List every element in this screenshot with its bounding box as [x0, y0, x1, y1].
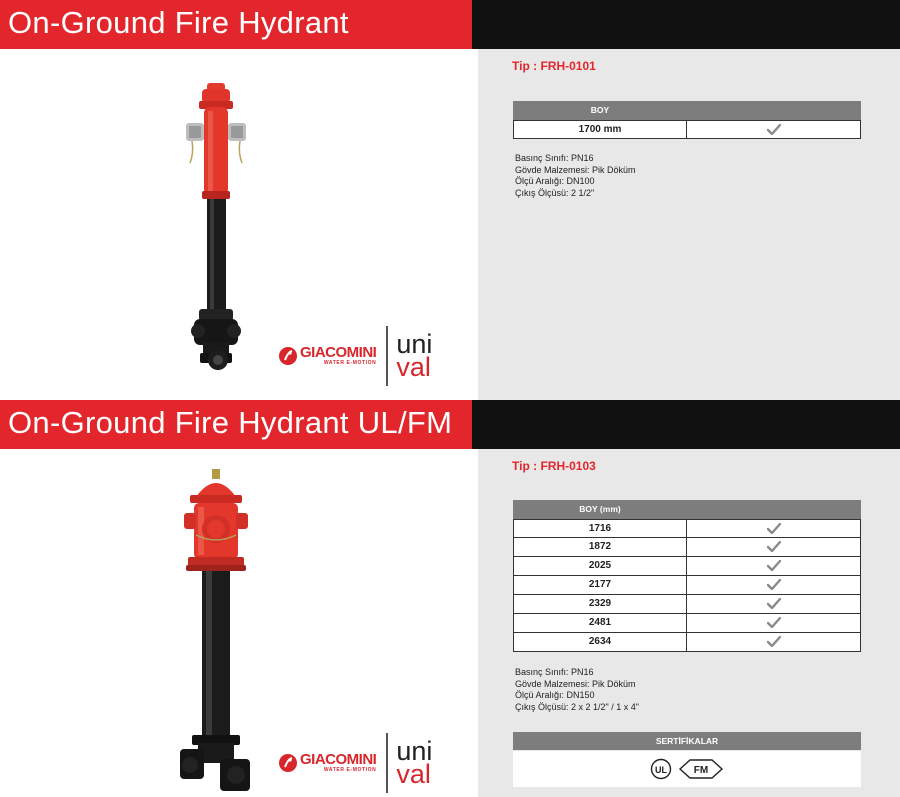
- unival-val: val: [396, 759, 431, 789]
- header-dark-band: [472, 400, 900, 449]
- check-icon: [767, 560, 781, 571]
- size-table-row: [513, 614, 861, 633]
- size-table-row: [513, 557, 861, 576]
- giacomini-tagline: WATER E-MOTION: [323, 767, 377, 773]
- giacomini-tagline: WATER E-MOTION: [323, 360, 377, 366]
- unival-uni: uni: [396, 329, 433, 359]
- brand-logos: [278, 733, 432, 793]
- ul-mark-text: UL: [655, 765, 667, 775]
- certificates-panel: [513, 751, 861, 787]
- logo-divider: [386, 733, 388, 793]
- size-value: 2481: [514, 614, 687, 632]
- giacomini-mark-icon: [278, 753, 298, 773]
- section-title: On-Ground Fire Hydrant: [8, 5, 349, 40]
- size-value: 1700 mm: [514, 121, 687, 138]
- unival-logo: [396, 329, 433, 382]
- check-icon: [767, 598, 781, 609]
- size-table: [513, 101, 861, 139]
- fm-approved-icon: [678, 758, 724, 780]
- availability-cell: [687, 557, 860, 575]
- size-value: 1872: [514, 538, 687, 556]
- giacomini-wordmark: GIACOMINI: [300, 344, 377, 361]
- product-image-panel: [0, 49, 472, 400]
- property-line: Gövde Malzemesi: Pik Döküm: [515, 164, 636, 175]
- availability-cell: [687, 538, 860, 556]
- check-icon: [767, 124, 781, 135]
- giacomini-logo: [278, 346, 376, 366]
- product-type-code: Tip : FRH-0103: [512, 459, 596, 473]
- size-table-row: [513, 576, 861, 595]
- size-table-row: [513, 519, 861, 538]
- availability-cell: [687, 633, 860, 651]
- product-image-panel: [0, 449, 472, 797]
- unival-uni: uni: [396, 736, 433, 766]
- availability-cell: [687, 520, 860, 537]
- unival-val: val: [396, 352, 431, 382]
- property-line: Basınç Sınıfı: PN16: [515, 153, 594, 163]
- size-table-header-label: BOY: [590, 105, 610, 115]
- size-table-header-label: BOY (mm): [579, 504, 621, 514]
- check-icon: [767, 617, 781, 628]
- size-value: 1716: [514, 520, 687, 537]
- property-line: Çıkış Ölçüsü: 2 1/2": [515, 187, 595, 198]
- property-line: Çıkış Ölçüsü: 2 x 2 1/2" / 1 x 4": [515, 701, 639, 712]
- check-icon: [767, 579, 781, 590]
- size-value: 2177: [514, 576, 687, 594]
- size-table-row: [513, 538, 861, 557]
- spec-panel: [478, 449, 900, 797]
- check-icon: [767, 636, 781, 647]
- size-table-row: [513, 120, 861, 139]
- size-table-row: [513, 595, 861, 614]
- logo-divider: [386, 326, 388, 386]
- spec-panel: [478, 49, 900, 400]
- product-section-2: [0, 400, 900, 797]
- header-dark-band: [472, 0, 900, 49]
- size-value: 2634: [514, 633, 687, 651]
- section-header-bar: [0, 400, 472, 449]
- property-line: Ölçü Aralığı: DN150: [515, 690, 595, 700]
- availability-cell: [687, 614, 860, 632]
- brand-logos: [278, 326, 432, 386]
- product-type-code: Tip : FRH-0101: [512, 59, 596, 73]
- size-table-header: [513, 101, 861, 120]
- size-value: 2025: [514, 557, 687, 575]
- property-line: Ölçü Aralığı: DN100: [515, 176, 595, 186]
- fm-mark-text: FM: [693, 765, 709, 776]
- check-icon: [767, 523, 781, 534]
- availability-cell: [687, 121, 860, 138]
- check-icon: [767, 541, 781, 552]
- giacomini-wordmark: GIACOMINI: [300, 751, 377, 768]
- size-value: 2329: [514, 595, 687, 613]
- product-properties: [515, 667, 639, 713]
- section-title: On-Ground Fire Hydrant UL/FM: [8, 405, 453, 440]
- availability-cell: [687, 595, 860, 613]
- giacomini-logo: [278, 753, 376, 773]
- property-line: Basınç Sınıfı: PN16: [515, 667, 594, 677]
- section-header-bar: [0, 0, 472, 49]
- size-table-row: [513, 633, 861, 652]
- size-table-header: [513, 500, 861, 519]
- property-line: Gövde Malzemesi: Pik Döküm: [515, 678, 636, 689]
- size-table: [513, 500, 861, 652]
- availability-cell: [687, 576, 860, 594]
- giacomini-mark-icon: [278, 346, 298, 366]
- certificates-header: SERTİFİKALAR: [513, 732, 861, 750]
- unival-logo: [396, 736, 433, 789]
- ul-certification-icon: [650, 758, 672, 780]
- product-properties: [515, 153, 636, 199]
